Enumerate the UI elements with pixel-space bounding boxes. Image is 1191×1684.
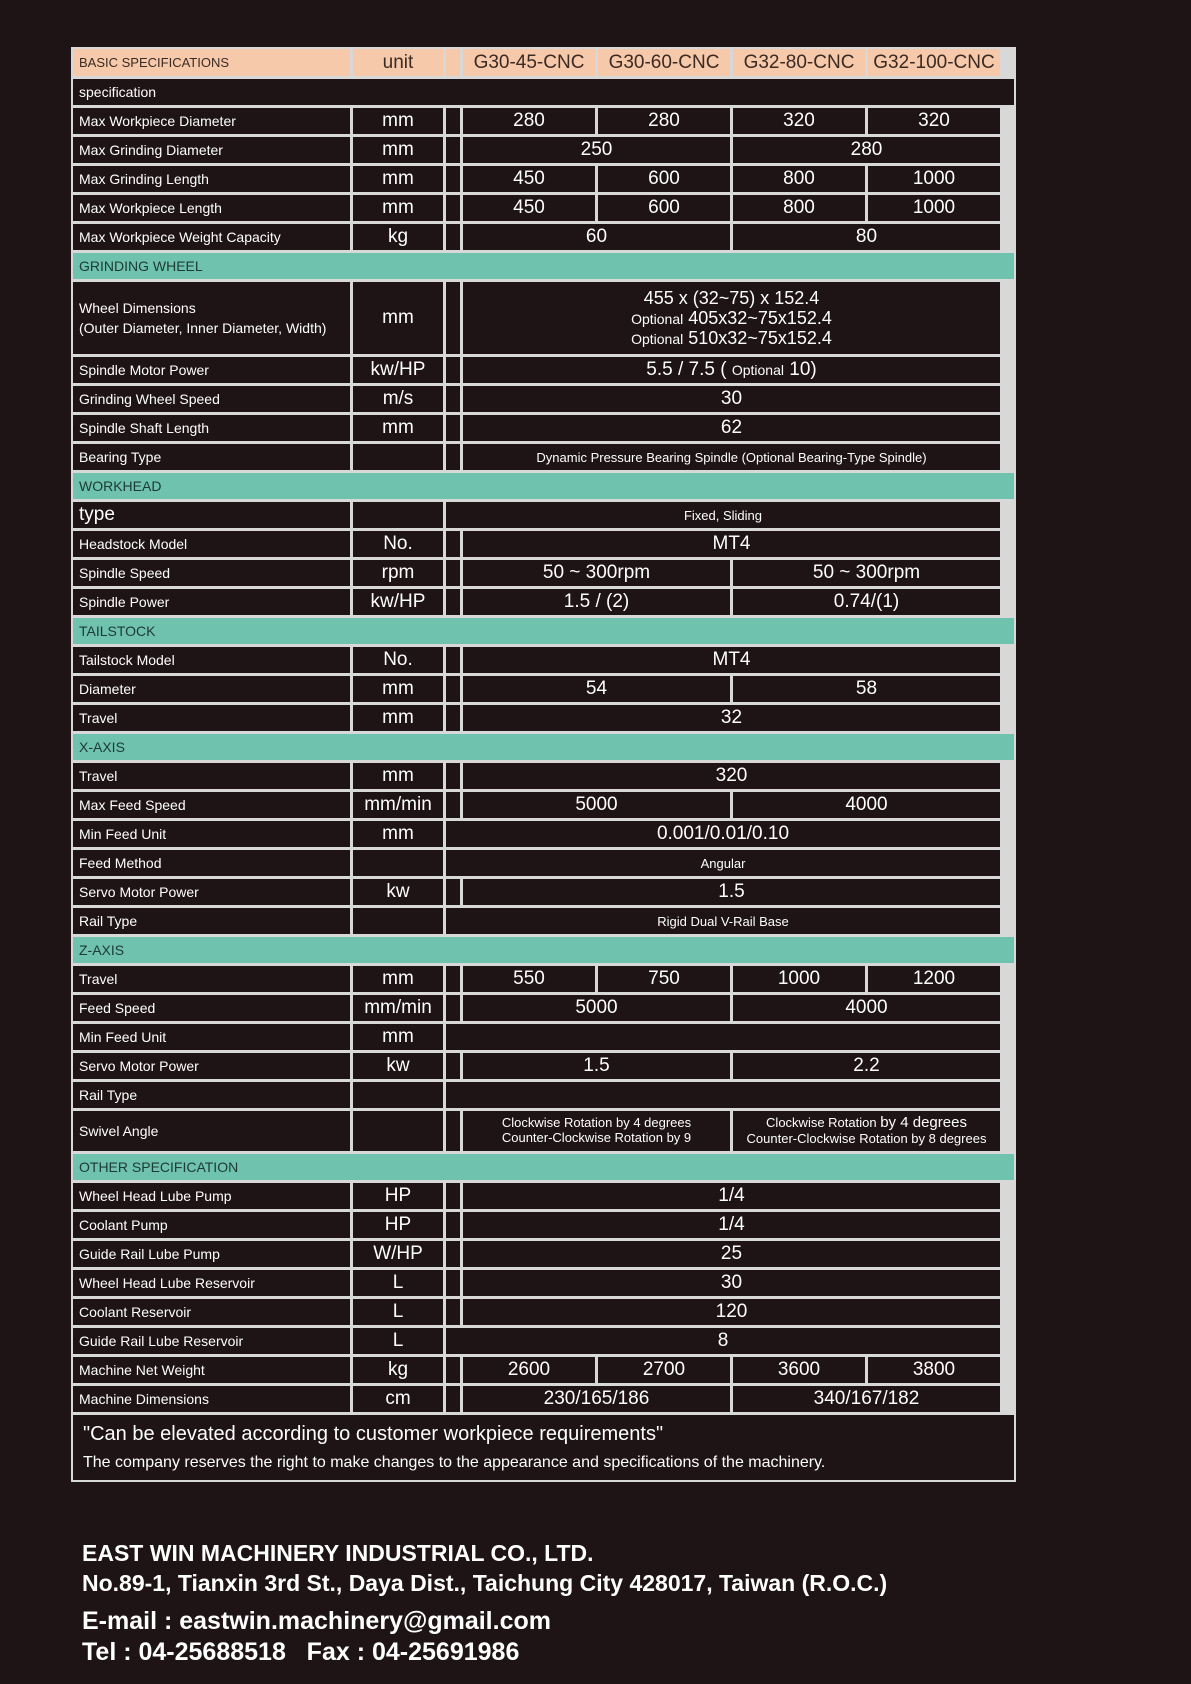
row-value: Angular [446, 850, 1000, 876]
row-label: Servo Motor Power [73, 1053, 350, 1079]
row-unit: mm [353, 1024, 443, 1050]
row-value: 1.5 [463, 1053, 730, 1079]
row-unit: L [353, 1328, 443, 1354]
model-header: G32-100-CNC [868, 49, 1000, 76]
row-label: Max Grinding Length [73, 166, 350, 192]
row-label: Swivel Angle [73, 1111, 350, 1151]
table-row [73, 195, 1014, 221]
divider [446, 676, 460, 702]
row-unit [353, 1082, 443, 1108]
table-row [73, 676, 1014, 702]
row-unit: mm [353, 705, 443, 731]
divider [446, 282, 460, 354]
row-unit: mm/min [353, 995, 443, 1021]
row-value: 280 [733, 137, 1000, 163]
row-value [446, 1082, 1000, 1108]
row-label: Feed Speed [73, 995, 350, 1021]
row-value: 4000 [733, 995, 1000, 1021]
company-email: E-mail : eastwin.machinery@gmail.com [82, 1607, 551, 1635]
row-unit: kw [353, 879, 443, 905]
row-label: Travel [73, 966, 350, 992]
row-value: 320 [733, 108, 865, 134]
row-value: 2600 [463, 1357, 595, 1383]
row-value: 1.5 / (2) [463, 589, 730, 615]
row-label: Feed Method [73, 850, 350, 876]
row-label: Spindle Shaft Length [73, 415, 350, 441]
row-value: 450 [463, 166, 595, 192]
row-label: Spindle Motor Power [73, 357, 350, 383]
row-label: Max Feed Speed [73, 792, 350, 818]
table-row [73, 1357, 1014, 1383]
row-unit [353, 444, 443, 470]
row-value: 2.2 [733, 1053, 1000, 1079]
divider [446, 1386, 460, 1412]
swivel-counter-clockwise: Counter-Clockwise Rotation by 8 degrees [746, 1131, 987, 1147]
wheel-dim-standard: 455 x (32~75) x 152.4 [643, 287, 820, 308]
row-value: MT4 [463, 647, 1000, 673]
row-value: 0.001/0.01/0.10 [446, 821, 1000, 847]
table-row [73, 1328, 1014, 1354]
unit-header: unit [353, 49, 443, 76]
row-value: 1000 [868, 195, 1000, 221]
table-row [73, 647, 1014, 673]
row-label: Machine Net Weight [73, 1357, 350, 1383]
row-value: Fixed, Sliding [446, 502, 1000, 528]
divider [446, 966, 460, 992]
row-unit: kg [353, 224, 443, 250]
row-label: Guide Rail Lube Reservoir [73, 1328, 350, 1354]
row-unit [353, 502, 443, 528]
row-label: Spindle Speed [73, 560, 350, 586]
row-unit [353, 908, 443, 934]
table-row [73, 879, 1014, 905]
row-label [73, 282, 350, 354]
row-value: 230/165/186 [463, 1386, 730, 1412]
divider [446, 415, 460, 441]
row-label: Tailstock Model [73, 647, 350, 673]
row-label: Servo Motor Power [73, 879, 350, 905]
row-value: 120 [463, 1299, 1000, 1325]
row-label: Spindle Power [73, 589, 350, 615]
row-unit: mm [353, 195, 443, 221]
divider [446, 195, 460, 221]
table-row [73, 966, 1014, 992]
divider [446, 1053, 460, 1079]
section-grinding-wheel: GRINDING WHEEL [73, 253, 1014, 279]
table-title: BASIC SPECIFICATIONS [73, 49, 350, 76]
table-row [73, 589, 1014, 615]
notes [73, 1415, 1014, 1480]
table-row [73, 821, 1014, 847]
row-value [733, 1111, 1000, 1151]
row-unit: kw [353, 1053, 443, 1079]
row-unit [353, 1111, 443, 1151]
row-value: 320 [463, 763, 1000, 789]
table-row [73, 1082, 1014, 1108]
row-value: 80 [733, 224, 1000, 250]
row-unit: HP [353, 1183, 443, 1209]
row-value: 600 [598, 195, 730, 221]
row-value [463, 282, 1000, 354]
row-value: 32 [463, 705, 1000, 731]
row-value: 1000 [868, 166, 1000, 192]
row-unit: HP [353, 1212, 443, 1238]
divider [446, 879, 460, 905]
company-name: EAST WIN MACHINERY INDUSTRIAL CO., LTD. [82, 1540, 594, 1566]
company-phone: Tel : 04-25688518 Fax : 04-25691986 [82, 1638, 520, 1666]
row-unit: mm [353, 415, 443, 441]
company-footer [82, 1538, 1082, 1668]
row-value: 600 [598, 166, 730, 192]
table-row [73, 995, 1014, 1021]
row-label: Max Workpiece Length [73, 195, 350, 221]
divider [446, 1111, 460, 1151]
optional-tag: Optional [631, 310, 684, 327]
section-other: OTHER SPECIFICATION [73, 1154, 1014, 1180]
wheel-dimensions-sublabel: (Outer Diameter, Inner Diameter, Width) [79, 320, 327, 336]
row-value: 30 [463, 1270, 1000, 1296]
table-row [73, 415, 1014, 441]
disclaimer: The company reserves the right to make changes to the appearance and specifications of the machinery. [83, 1454, 826, 1471]
row-value: 0.74/(1) [733, 589, 1000, 615]
row-label: Coolant Reservoir [73, 1299, 350, 1325]
row-unit: cm [353, 1386, 443, 1412]
row-label: Travel [73, 705, 350, 731]
row-value: 1/4 [463, 1212, 1000, 1238]
divider [446, 49, 460, 76]
table-row [73, 908, 1014, 934]
spec-table [71, 47, 1016, 1482]
model-header: G32-80-CNC [733, 49, 865, 76]
row-unit: W/HP [353, 1241, 443, 1267]
swivel-clockwise [766, 1115, 967, 1132]
row-value: 1/4 [463, 1183, 1000, 1209]
row-value [463, 1111, 730, 1151]
company-address: No.89-1, Tianxin 3rd St., Daya Dist., Taichung City 428017, Taiwan (R.O.C.) [82, 1570, 888, 1596]
row-unit: mm [353, 282, 443, 354]
table-row [73, 1024, 1014, 1050]
row-unit: m/s [353, 386, 443, 412]
row-unit: mm [353, 676, 443, 702]
row-label: Min Feed Unit [73, 1024, 350, 1050]
row-unit: L [353, 1299, 443, 1325]
row-value: 62 [463, 415, 1000, 441]
wheel-dim-option [631, 328, 832, 348]
table-row [73, 1386, 1014, 1412]
divider [446, 137, 460, 163]
swivel-text: by 4 degrees [880, 1114, 967, 1132]
row-value: 280 [598, 108, 730, 134]
row-value: 1000 [733, 966, 865, 992]
divider [446, 1357, 460, 1383]
elevation-note: "Can be elevated according to customer workpiece requirements" [83, 1423, 664, 1445]
row-value: 320 [868, 108, 1000, 134]
row-unit: kw/HP [353, 589, 443, 615]
row-value: 800 [733, 195, 865, 221]
divider [446, 1270, 460, 1296]
row-unit: mm [353, 108, 443, 134]
table-row [73, 502, 1014, 528]
table-row [73, 531, 1014, 557]
divider [446, 1212, 460, 1238]
table-row [73, 1212, 1014, 1238]
table-row [73, 1111, 1014, 1151]
divider [446, 995, 460, 1021]
swivel-text: Clockwise Rotation [766, 1115, 877, 1131]
row-label: Headstock Model [73, 531, 350, 557]
row-label: Rail Type [73, 908, 350, 934]
section-workhead: WORKHEAD [73, 473, 1014, 499]
divider [446, 1299, 460, 1325]
row-value: 54 [463, 676, 730, 702]
row-unit: mm [353, 763, 443, 789]
row-value: 50 ~ 300rpm [463, 560, 730, 586]
power-option-value: 10) [789, 359, 817, 380]
table-row [73, 1053, 1014, 1079]
row-value: Dynamic Pressure Bearing Spindle (Optional Bearing-Type Spindle) [463, 444, 1000, 470]
table-row [73, 224, 1014, 250]
divider [446, 444, 460, 470]
row-value: 8 [446, 1328, 1000, 1354]
row-value [463, 357, 1000, 383]
row-label: Travel [73, 763, 350, 789]
divider [446, 166, 460, 192]
divider [446, 647, 460, 673]
table-row [73, 386, 1014, 412]
divider [446, 589, 460, 615]
row-label: Guide Rail Lube Pump [73, 1241, 350, 1267]
model-header: G30-60-CNC [598, 49, 730, 76]
row-unit: rpm [353, 560, 443, 586]
swivel-clockwise: Clockwise Rotation by 4 degrees [501, 1115, 692, 1131]
row-label: Max Grinding Diameter [73, 137, 350, 163]
specification-label: specification [73, 79, 1014, 105]
table-row [73, 357, 1014, 383]
table-row [73, 166, 1014, 192]
row-unit: mm [353, 137, 443, 163]
row-label: Grinding Wheel Speed [73, 386, 350, 412]
row-value: 280 [463, 108, 595, 134]
row-label: Diameter [73, 676, 350, 702]
row-value: 30 [463, 386, 1000, 412]
table-row [73, 763, 1014, 789]
table-row [73, 1270, 1014, 1296]
row-value: 3800 [868, 1357, 1000, 1383]
row-unit: mm/min [353, 792, 443, 818]
row-value: 1.5 [463, 879, 1000, 905]
row-unit [353, 850, 443, 876]
row-value: 800 [733, 166, 865, 192]
divider [446, 1241, 460, 1267]
row-value: 58 [733, 676, 1000, 702]
row-label: Max Workpiece Diameter [73, 108, 350, 134]
divider [446, 763, 460, 789]
row-unit: No. [353, 531, 443, 557]
row-unit: kw/HP [353, 357, 443, 383]
divider [446, 224, 460, 250]
row-value: 5000 [463, 792, 730, 818]
row-unit: mm [353, 821, 443, 847]
row-unit: kg [353, 1357, 443, 1383]
table-row [73, 560, 1014, 586]
row-unit: L [353, 1270, 443, 1296]
row-label: type [73, 502, 350, 528]
table-row [73, 108, 1014, 134]
row-label: Min Feed Unit [73, 821, 350, 847]
row-value: 3600 [733, 1357, 865, 1383]
table-row [73, 1241, 1014, 1267]
wheel-dim-option-value: 405x32~75x152.4 [688, 307, 832, 328]
table-row [73, 282, 1014, 354]
divider [446, 705, 460, 731]
row-label: Bearing Type [73, 444, 350, 470]
swivel-counter-clockwise: Counter-Clockwise Rotation by 9 [501, 1130, 692, 1145]
optional-tag: Optional [731, 362, 784, 378]
divider [446, 386, 460, 412]
row-label: Wheel Head Lube Pump [73, 1183, 350, 1209]
table-row [73, 1299, 1014, 1325]
section-x-axis: X-AXIS [73, 734, 1014, 760]
divider [446, 1183, 460, 1209]
divider [446, 792, 460, 818]
row-label: Wheel Head Lube Reservoir [73, 1270, 350, 1296]
row-value: 4000 [733, 792, 1000, 818]
row-unit: mm [353, 966, 443, 992]
row-value: 5000 [463, 995, 730, 1021]
row-unit: No. [353, 647, 443, 673]
table-row [73, 705, 1014, 731]
table-row [73, 792, 1014, 818]
model-header: G30-45-CNC [463, 49, 595, 76]
row-value: 60 [463, 224, 730, 250]
divider [446, 108, 460, 134]
table-row [73, 444, 1014, 470]
divider [446, 357, 460, 383]
optional-tag: Optional [631, 331, 684, 348]
row-label: Machine Dimensions [73, 1386, 350, 1412]
row-value: 340/167/182 [733, 1386, 1000, 1412]
row-value: 550 [463, 966, 595, 992]
table-row [73, 850, 1014, 876]
row-value: 50 ~ 300rpm [733, 560, 1000, 586]
row-value [446, 1024, 1000, 1050]
table-row [73, 137, 1014, 163]
section-z-axis: Z-AXIS [73, 937, 1014, 963]
row-label: Max Workpiece Weight Capacity [73, 224, 350, 250]
wheel-dimensions-label: Wheel Dimensions [79, 299, 196, 316]
table-row [73, 1183, 1014, 1209]
divider [446, 531, 460, 557]
row-value: Rigid Dual V-Rail Base [446, 908, 1000, 934]
row-value: 1200 [868, 966, 1000, 992]
row-value: MT4 [463, 531, 1000, 557]
section-tailstock: TAILSTOCK [73, 618, 1014, 644]
header-row [73, 49, 1014, 76]
row-label: Coolant Pump [73, 1212, 350, 1238]
power-value: 5.5 / 7.5 ( [646, 359, 727, 380]
divider [446, 560, 460, 586]
row-label: Rail Type [73, 1082, 350, 1108]
row-value: 750 [598, 966, 730, 992]
wheel-dim-option [631, 308, 832, 328]
row-value: 450 [463, 195, 595, 221]
row-value: 25 [463, 1241, 1000, 1267]
wheel-dim-option-value: 510x32~75x152.4 [688, 328, 832, 349]
row-value: 250 [463, 137, 730, 163]
row-unit: mm [353, 166, 443, 192]
row-value: 2700 [598, 1357, 730, 1383]
